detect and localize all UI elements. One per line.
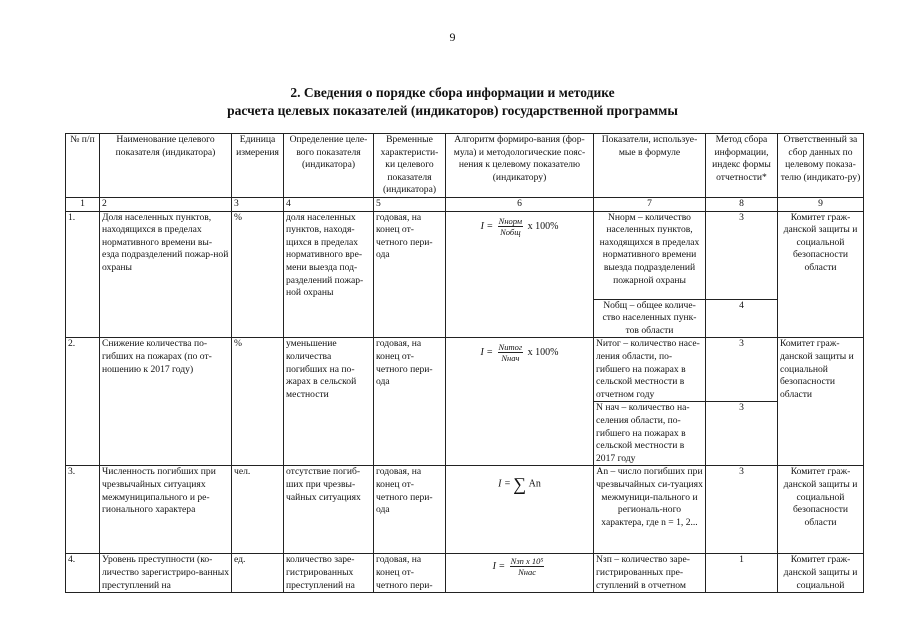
header-cell: Наименование целевого показателя (индикатора): [100, 134, 232, 198]
method: 4: [706, 299, 778, 338]
formula-tail: x 100%: [527, 347, 559, 359]
time-characteristic: годовая, на конец от-четного пери-ода: [374, 211, 446, 338]
method: 3: [706, 466, 778, 554]
formula-fraction: [510, 556, 545, 577]
column-number: 3: [232, 198, 284, 212]
definition: доля населенных пунктов, находя-щихся в пределах нормативного вре-мени выезда под-разделений пожар-ной охраны: [284, 211, 374, 338]
column-number: 8: [706, 198, 778, 212]
responsible: Комитет граж-данской защиты и социальной безопасности области: [778, 466, 864, 554]
indicator-name: Доля населенных пунктов, находящихся в пределах нормативного времени вы-езда подразделений пожар-ной охраны: [100, 211, 232, 338]
formula-denominator: Nнач: [501, 353, 520, 364]
responsible: Комитет граж-данской защиты и социальной: [778, 554, 864, 593]
header-cell: Метод сбора информации, индекс формы отчетности*: [706, 134, 778, 198]
indicator-name: Численность погибших при чрезвычайных ситуациях межмуниципального и ре-гионального характера: [100, 466, 232, 554]
formula-fraction: [498, 216, 523, 237]
column-number: 9: [778, 198, 864, 212]
definition: уменьшение количества погибших на по-жарах в сельской местности: [284, 338, 374, 466]
time-characteristic: годовая, на конец от-четного пери-ода: [374, 466, 446, 554]
method: 3: [706, 211, 778, 299]
document-title: [0, 84, 905, 120]
formula-cell: [446, 466, 594, 554]
formula-term: An: [528, 478, 541, 490]
header-cell: Временные характеристи-ки целевого показателя (индикатора): [374, 134, 446, 198]
definition: отсутствие погиб-ших при чрезвы-чайных ситуациях: [284, 466, 374, 554]
header-cell: Показатели, используе-мые в формуле: [594, 134, 706, 198]
table-row: [66, 211, 864, 299]
formula-lhs: I =: [480, 220, 494, 232]
unit: %: [232, 211, 284, 338]
indicator-name: Уровень преступности (ко-личество зарегистриро-ванных преступлений на: [100, 554, 232, 593]
formula: [448, 216, 591, 237]
formula-cell: [446, 554, 594, 593]
header-cell: Ответственный за сбор данных по целевому показа-телю (индикато-ру): [778, 134, 864, 198]
definition: количество заре-гистрированных преступлений на: [284, 554, 374, 593]
formula-denominator: Nнас: [518, 567, 536, 578]
header-cell: № п/п: [66, 134, 100, 198]
column-number: 2: [100, 198, 232, 212]
formula: [448, 474, 591, 495]
title-line-1: 2. Сведения о порядке сбора информации и методике: [290, 85, 615, 100]
formula-tail: x 100%: [527, 220, 559, 232]
unit: ед.: [232, 554, 284, 593]
column-number: 1: [66, 198, 100, 212]
row-number: 3.: [66, 466, 100, 554]
formula-indicator: Nзп – количество заре-гистрированных пре-ступлений в отчетном: [594, 554, 706, 593]
row-number: 2.: [66, 338, 100, 466]
page-number: 9: [449, 30, 456, 44]
table-row: [66, 466, 864, 554]
formula: [448, 342, 591, 363]
table-row: [66, 554, 864, 593]
unit: чел.: [232, 466, 284, 554]
responsible: Комитет граж-данской защиты и социальной безопасности области: [778, 338, 864, 466]
formula-indicator: Nнорм – количество населенных пунктов, находящихся в пределах нормативного времени выезда подразделений пожарной охраны: [594, 211, 706, 299]
sum-symbol: ∑: [513, 474, 527, 495]
responsible: Комитет граж-данской защиты и социальной безопасности области: [778, 211, 864, 338]
time-characteristic: годовая, на конец от-четного пери-: [374, 554, 446, 593]
formula-denominator: Nобщ: [500, 226, 521, 237]
formula-indicator: An – число погибших при чрезвычайных си-туациях межмуници-пального и региональ-ного характера, где n = 1, 2...: [594, 466, 706, 554]
formula-lhs: I =: [492, 561, 506, 573]
formula-fraction: [498, 342, 524, 363]
title-line-2: расчета целевых показателей (индикаторов) государственной программы: [227, 103, 678, 118]
formula-numerator: Nнорм: [498, 215, 523, 226]
column-number-row: [66, 198, 864, 212]
formula-cell: [446, 211, 594, 338]
indicators-table: [65, 133, 864, 593]
formula-cell: [446, 338, 594, 466]
table-row: [66, 338, 864, 402]
formula-lhs: I =: [498, 478, 511, 490]
row-number: 1.: [66, 211, 100, 338]
header-cell: Единица измерения: [232, 134, 284, 198]
method: 1: [706, 554, 778, 593]
column-number: 7: [594, 198, 706, 212]
method: 3: [706, 338, 778, 402]
row-number: 4.: [66, 554, 100, 593]
column-number: 4: [284, 198, 374, 212]
formula-numerator: Nзп x 10⁵: [510, 556, 544, 567]
formula-indicator: Nобщ – общее количе-ство населенных пунк-тов области: [594, 299, 706, 338]
method: 3: [706, 402, 778, 466]
formula-lhs: I =: [480, 347, 494, 359]
formula-indicator: Nитог – количество насе-ления области, по-гибшего на пожарах в сельской местности в отчетном году: [594, 338, 706, 402]
unit: %: [232, 338, 284, 466]
column-number: 5: [374, 198, 446, 212]
header-cell: Алгоритм формиро-вания (фор-мула) и методологические пояс-нения к целевому показателю (индикатору): [446, 134, 594, 198]
indicator-name: Снижение количества по-гибших на пожарах (по от-ношению к 2017 году): [100, 338, 232, 466]
header-cell: Определение целе-вого показателя (индикатора): [284, 134, 374, 198]
formula: [448, 556, 591, 577]
column-number: 6: [446, 198, 594, 212]
time-characteristic: годовая, на конец от-четного пери-ода: [374, 338, 446, 466]
header-row: [66, 134, 864, 198]
formula-indicator: N нач – количество на-селения области, по-гибшего на пожарах в сельской местности в 2017 году: [594, 402, 706, 466]
formula-numerator: Nитог: [498, 342, 523, 353]
